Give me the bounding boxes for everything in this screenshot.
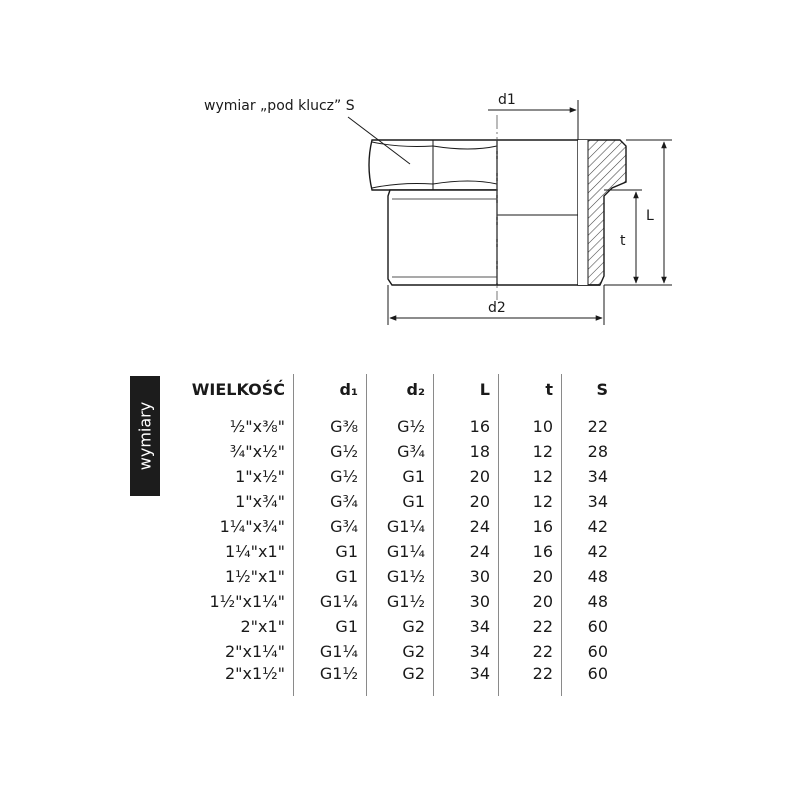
header-d2: d₂ <box>367 374 434 414</box>
cell-d1: G1¼ <box>294 589 367 614</box>
cell-S: 60 <box>587 642 608 661</box>
cell-size: 1½"x1" <box>165 564 294 589</box>
cell-d2: G2 <box>367 664 434 696</box>
cell-size: 1"x½" <box>165 464 294 489</box>
table-row <box>165 639 616 664</box>
table-row <box>165 539 616 564</box>
cell-d2: G¾ <box>367 439 434 464</box>
cell-S: 60 <box>587 664 608 683</box>
cell-d2: G1½ <box>367 564 434 589</box>
cell-d1: G¾ <box>294 514 367 539</box>
header-L: L <box>434 374 499 414</box>
cell-t: 16 <box>499 539 562 564</box>
table-header-row <box>165 374 616 414</box>
cell-S: 28 <box>587 442 608 461</box>
cell-d1: G½ <box>294 464 367 489</box>
cell-L: 34 <box>434 614 499 639</box>
cell-L: 16 <box>434 414 499 439</box>
header-t: t <box>499 374 562 414</box>
cell-L: 30 <box>434 589 499 614</box>
cell-size: ½"x⅜" <box>165 414 294 439</box>
cell-S: 22 <box>587 417 608 436</box>
table-row <box>165 464 616 489</box>
cell-S: 34 <box>587 492 608 511</box>
cell-d2: G1¼ <box>367 514 434 539</box>
cell-d1: G1 <box>294 614 367 639</box>
table-row <box>165 414 616 439</box>
cell-t: 22 <box>499 614 562 639</box>
cell-d1: G½ <box>294 439 367 464</box>
cell-size: 1½"x1¼" <box>165 589 294 614</box>
header-size: WIELKOŚĆ <box>165 374 294 414</box>
cell-size: 2"x1½" <box>165 664 294 696</box>
header-S: S <box>596 379 608 399</box>
cell-t: 22 <box>499 664 562 696</box>
side-tab <box>130 376 160 496</box>
cell-L: 34 <box>434 664 499 696</box>
table-row <box>165 589 616 614</box>
dimension-d2-label: d2 <box>488 300 506 316</box>
dimension-d1-label: d1 <box>498 92 516 108</box>
cell-t: 20 <box>499 589 562 614</box>
cell-d1: G1½ <box>294 664 367 696</box>
cell-size: ¾"x½" <box>165 439 294 464</box>
dimension-t-label: t <box>620 233 626 249</box>
cell-size: 1"x¾" <box>165 489 294 514</box>
table-row <box>165 514 616 539</box>
cell-d2: G1 <box>367 489 434 514</box>
side-tab-label: wymiary <box>135 401 155 471</box>
cell-d2: G1¼ <box>367 539 434 564</box>
cell-t: 20 <box>499 564 562 589</box>
cell-size: 2"x1" <box>165 614 294 639</box>
cell-t: 16 <box>499 514 562 539</box>
cell-S: 60 <box>587 617 608 636</box>
table-row <box>165 664 616 696</box>
cell-t: 12 <box>499 464 562 489</box>
callout-label: wymiar „pod klucz” S <box>204 98 355 114</box>
cell-L: 34 <box>434 639 499 664</box>
table-row <box>165 489 616 514</box>
cell-size: 1¼"x1" <box>165 539 294 564</box>
cell-S: 48 <box>587 567 608 586</box>
threaded-body <box>388 190 497 285</box>
cell-t: 12 <box>499 439 562 464</box>
cell-L: 20 <box>434 489 499 514</box>
cell-L: 30 <box>434 564 499 589</box>
cell-d1: G1 <box>294 564 367 589</box>
table-row <box>165 614 616 639</box>
cell-S: 34 <box>587 467 608 486</box>
cell-size: 2"x1¼" <box>165 639 294 664</box>
cell-S: 42 <box>587 517 608 536</box>
cell-t: 22 <box>499 639 562 664</box>
dimensions-table <box>165 374 616 696</box>
cell-d1: G¾ <box>294 489 367 514</box>
header-d1: d₁ <box>294 374 367 414</box>
cell-t: 10 <box>499 414 562 439</box>
cell-d2: G2 <box>367 639 434 664</box>
cell-d1: G1 <box>294 539 367 564</box>
table-row <box>165 439 616 464</box>
cell-d2: G½ <box>367 414 434 439</box>
cell-d2: G2 <box>367 614 434 639</box>
cell-d2: G1½ <box>367 589 434 614</box>
cell-d1: G1¼ <box>294 639 367 664</box>
cell-size: 1¼"x¾" <box>165 514 294 539</box>
cell-L: 18 <box>434 439 499 464</box>
cell-L: 24 <box>434 514 499 539</box>
cell-L: 24 <box>434 539 499 564</box>
cell-L: 20 <box>434 464 499 489</box>
cell-S: 42 <box>587 542 608 561</box>
cell-S: 48 <box>587 592 608 611</box>
cell-d1: G⅜ <box>294 414 367 439</box>
cell-t: 12 <box>499 489 562 514</box>
cell-d2: G1 <box>367 464 434 489</box>
table-row <box>165 564 616 589</box>
dimension-L-label: L <box>646 208 654 224</box>
reducer-bushing-drawing <box>0 0 800 340</box>
